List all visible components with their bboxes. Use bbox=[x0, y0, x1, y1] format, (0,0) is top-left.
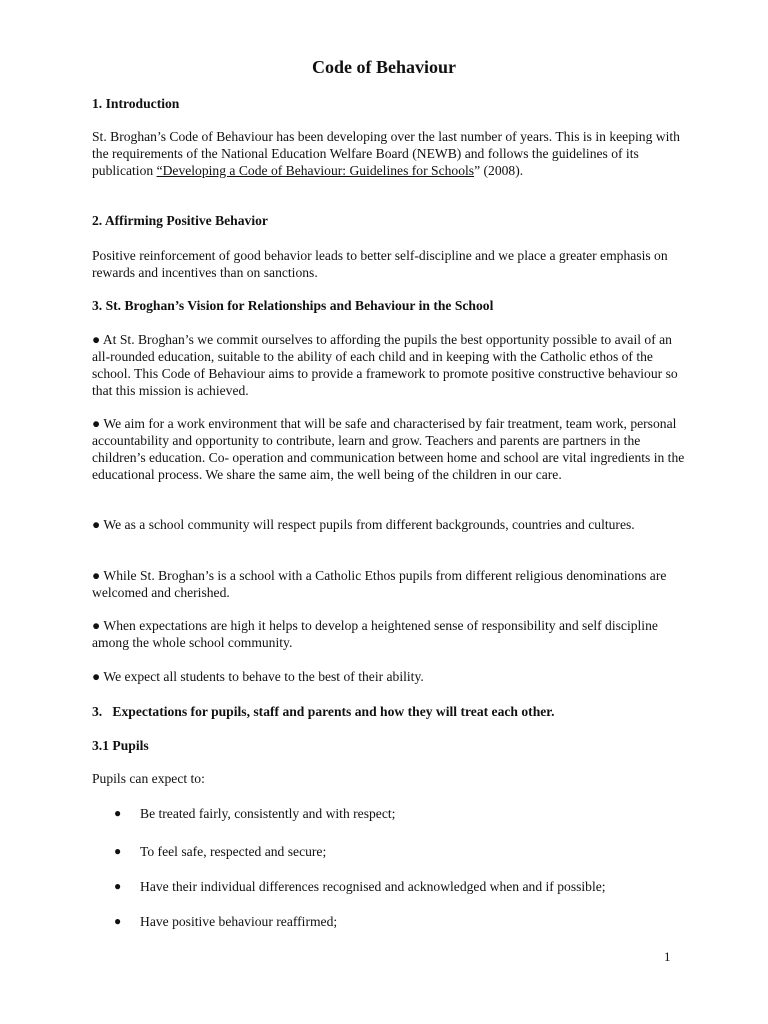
section-heading-introduction: 1. Introduction bbox=[92, 96, 180, 111]
vision-point: ● While St. Broghan’s is a school with a Catholic Ethos pupils from different religious denominations are welcomed and cherished. bbox=[92, 568, 667, 600]
publication-link[interactable]: “Developing a Code of Behaviour: Guidelines for Schools bbox=[156, 163, 475, 178]
bullet-icon: ● bbox=[114, 914, 122, 928]
bullet-icon: ● bbox=[114, 844, 122, 858]
list-item-text: To feel safe, respected and secure; bbox=[140, 844, 327, 859]
affirming-paragraph: Positive reinforcement of good behavior leads to better self-discipline and we place a greater emphasis on rewards and incentives than on sanctions. bbox=[92, 248, 668, 280]
page-title: Code of Behaviour bbox=[312, 57, 456, 77]
bullet-icon: ● bbox=[114, 806, 122, 820]
introduction-paragraph bbox=[92, 128, 692, 179]
introduction-text: St. Broghan’s Code of Behaviour has been developing over the last number of years. This is in keeping with the requirements of the National Education Welfare Board (NEWB) and follows the guidelines of its publication bbox=[92, 129, 680, 178]
pupils-intro: Pupils can expect to: bbox=[92, 771, 205, 786]
section-heading-expectations: 3. Expectations for pupils, staff and parents and how they will treat each other. bbox=[92, 704, 555, 719]
bullet-icon: ● bbox=[114, 879, 122, 893]
subsection-heading-pupils: 3.1 Pupils bbox=[92, 738, 149, 753]
vision-point: ● We as a school community will respect pupils from different backgrounds, countries and cultures. bbox=[92, 517, 635, 532]
list-item-text: Have their individual differences recognised and acknowledged when and if possible; bbox=[140, 879, 606, 894]
vision-point: ● We expect all students to behave to the best of their ability. bbox=[92, 669, 424, 684]
vision-point: ● At St. Broghan’s we commit ourselves to affording the pupils the best opportunity possible to avail of an all-rounded education, suitable to the ability of each child and in keeping with the Catholic ethos of the school. This Code of Behaviour aims to provide a framework to promote positive constructive behaviour so that this mission is achieved. bbox=[92, 332, 678, 398]
introduction-text-end: ” (2008). bbox=[474, 163, 524, 178]
list-item-text: Have positive behaviour reaffirmed; bbox=[140, 914, 338, 929]
section-heading-vision: 3. St. Broghan’s Vision for Relationships and Behaviour in the School bbox=[92, 298, 494, 313]
list-item-text: Be treated fairly, consistently and with respect; bbox=[140, 806, 396, 821]
section-heading-affirming: 2. Affirming Positive Behavior bbox=[92, 213, 268, 228]
vision-point: ● We aim for a work environment that will be safe and characterised by fair treatment, team work, personal accountability and opportunity to contribute, learn and grow. Teachers and parents are partners in the children’s education. Co- operation and communication between home and school are vital ingredients in the educational process. We share the same aim, the well being of the children in our care. bbox=[92, 416, 685, 482]
vision-point: ● When expectations are high it helps to develop a heightened sense of responsibility and self discipline among the whole school community. bbox=[92, 618, 658, 650]
page-number: 1 bbox=[664, 949, 671, 964]
